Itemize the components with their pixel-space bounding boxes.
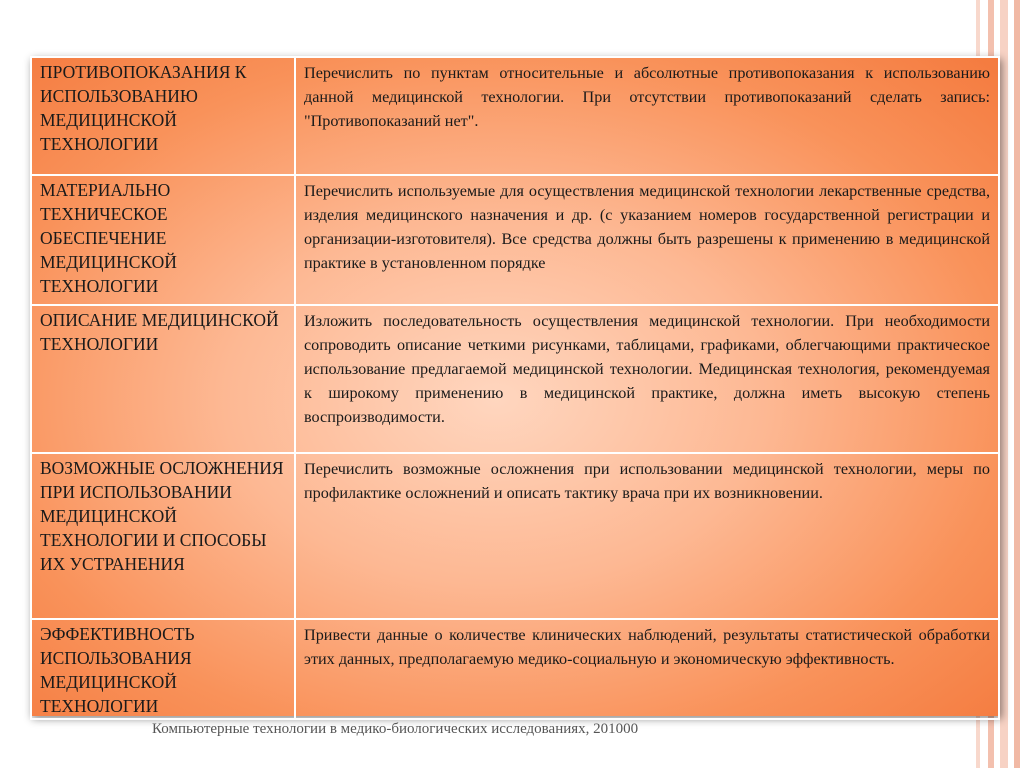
table-row [31, 453, 999, 619]
row-description-complications: Перечислить возможные осложнения при использовании медицинской технологии, меры по профилактике осложнений и описать тактику врача при их возникновении. [295, 453, 999, 619]
slide-content-card [30, 56, 1000, 716]
table-row [31, 175, 999, 305]
table-row [31, 57, 999, 175]
row-label-efficiency: ЭФФЕКТИВНОСТЬ ИСПОЛЬЗОВАНИЯ МЕДИЦИНСКОЙ ТЕХНОЛОГИИ [31, 619, 295, 719]
edge-stripe [1000, 0, 1008, 768]
specification-table [30, 56, 1000, 720]
row-description-technology-description: Изложить последовательность осуществления медицинской технологии. При необходимости сопроводить описание четкими рисунками, таблицами, графиками, облегчающими практическое использование предлагаемой медицинской технологии. Медицинская технология, рекомендуемая к широкому применению в медицинской практике, должна иметь высокую степень воспроизводимости. [295, 305, 999, 453]
table-row [31, 619, 999, 719]
row-description-contraindications: Перечислить по пунктам относительные и абсолютные противопоказания к использованию данной медицинской технологии. При отсутствии противопоказаний сделать запись: "Противопоказаний нет". [295, 57, 999, 175]
row-label-contraindications: ПРОТИВОПОКАЗАНИЯ К ИСПОЛЬЗОВАНИЮ МЕДИЦИНСКОЙ ТЕХНОЛОГИИ [31, 57, 295, 175]
slide-footer: Компьютерные технологии в медико-биологических исследованиях, 201000 [152, 721, 639, 737]
row-description-material-support: Перечислить используемые для осуществления медицинской технологии лекарственные средства, изделия медицинского назначения и др. (с указанием номеров государственной регистрации и организации-изготовителя). Все средства должны быть разрешены к применению в медицинской практике в установленном порядке [295, 175, 999, 305]
row-label-technology-description: ОПИСАНИЕ МЕДИЦИНСКОЙ ТЕХНОЛОГИИ [31, 305, 295, 453]
edge-stripe [1014, 0, 1020, 768]
row-description-efficiency: Привести данные о количестве клинических наблюдений, результаты статистической обработки этих данных, предполагаемую медико-социальную и экономическую эффективность. [295, 619, 999, 719]
table-row [31, 305, 999, 453]
row-label-complications: ВОЗМОЖНЫЕ ОСЛОЖНЕНИЯ ПРИ ИСПОЛЬЗОВАНИИ МЕДИЦИНСКОЙ ТЕХНОЛОГИИ И СПОСОБЫ ИХ УСТРАНЕНИЯ [31, 453, 295, 619]
row-label-material-support: МАТЕРИАЛЬНО ТЕХНИЧЕСКОЕ ОБЕСПЕЧЕНИЕ МЕДИЦИНСКОЙ ТЕХНОЛОГИИ [31, 175, 295, 305]
